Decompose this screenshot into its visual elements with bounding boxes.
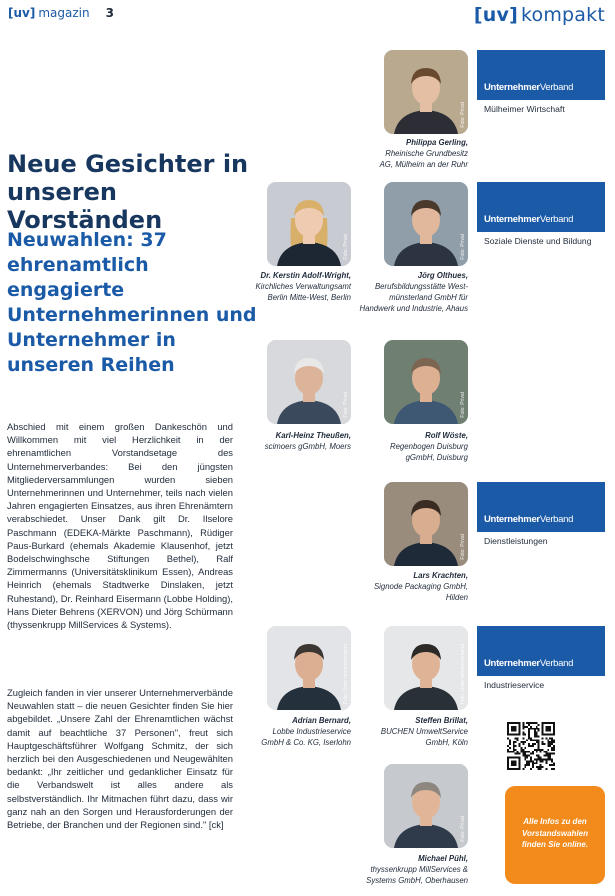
person-organization: Hilden (445, 593, 468, 602)
article-paragraph-1: Abschied mit einem großen Dankeschön und Willkommen mit viel Herzlichkeit in der ehrenamtlichen Vorstandsetage des Unternehmerverbandes: Bei den jüngsten Mitgliederversammlungen wurden sieben Unternehmerinnen und Unternehmer, teils nach vielen Jahren engagierten Einsatzes, aus ihren Ehrenämtern verabschiedet. Unser Dank gilt Dr. Ilselore Paschmann (EDEKA-Märkte Paschmann), Rüdiger Paus-Burkard (ehemals Akademie Klausenhof, jetzt Bodelschwinghsche Stiftungen Bethel), Ralf Zimmermanns (Universitätsklinikum Essen), Andreas Heinrich (ehemals Stadtwerke Dinslaken, jetzt Ruhestand), Dr. Reinhard Eisermann (Lobbe Holding), Hans Dieter Behrens (XERVON) und Jörg Schürmann (thyssenkrupp MillServices & Systems). (7, 421, 233, 631)
person-organization: thyssenkrupp MillServices & (370, 865, 468, 874)
portrait-icon (384, 50, 468, 134)
person-photo (267, 340, 351, 424)
person-photo (384, 50, 468, 134)
person-organization: Kirchliches Verwaltungsamt (255, 282, 351, 291)
association-name: Industrieservice (484, 680, 545, 690)
person-caption (318, 853, 468, 886)
photo-credit: Foto: Privat (343, 392, 349, 418)
person-organization: Lobbe Industrieservice (272, 727, 351, 736)
portrait-icon (267, 626, 351, 710)
photo-credit: Foto: Privat (460, 534, 466, 560)
association-name: Dienstleistungen (484, 536, 548, 546)
section-header (474, 4, 605, 26)
photo-credit: Foto: Privat (460, 102, 466, 128)
portrait-icon (267, 340, 351, 424)
person-caption (318, 270, 468, 314)
brand-kompakt-label: kompakt (520, 4, 605, 26)
person-name: Karl-Heinz Theußen, (275, 431, 351, 440)
person-organization: münsterland GmbH für (389, 293, 468, 302)
person-organization: BUCHEN UmweltService (380, 727, 468, 736)
portrait-icon (384, 764, 468, 848)
person-caption (318, 430, 468, 463)
person-name: Rolf Wöste, (425, 431, 468, 440)
brand-magazin-label: magazin (38, 6, 90, 20)
unternehmerverband-logo: UnternehmerVerband (484, 658, 574, 669)
qr-code-icon[interactable] (507, 722, 555, 770)
person-organization: GmbH, Köln (425, 738, 468, 747)
photo-credit: Foto: Unternehmerverband (460, 643, 466, 704)
photo-credit: Foto: Unternehmerverband (343, 643, 349, 704)
person-photo (384, 340, 468, 424)
person-name: Dr. Kerstin Adolf-Wright, (260, 271, 351, 280)
person-name: Steffen Brillat, (415, 716, 468, 725)
person-caption (318, 137, 468, 170)
person-name: Lars Krachten, (413, 571, 468, 580)
person-caption (318, 715, 468, 748)
person-photo (384, 626, 468, 710)
online-info-text: Alle Infos zu den Vorstandswahlen finden Sie online. (521, 817, 589, 849)
unternehmerverband-logo: UnternehmerVerband (484, 514, 574, 525)
article-paragraph-2: Zugleich fanden in vier unserer Unternehmerverbände Neuwahlen statt – die neuen Gesichter finden Sie hier abgebildet. „Unsere Zahl der Ehrenamtlichen wächst damit auf beachtliche 37 Personen", freut sich Hauptgeschäftsführer Wolfgang Schmitz, der sich herzlich bei den Ausgeschiedenen und Neugewählten bedankt: „Ihr zeitlicher und gedanklicher Einsatz für die Verbandswelt ist alles andere als selbstverständlich. Ihr Mitmachen führt dazu, dass wir ganz nah an den Sorgen und Herausforderungen der Betriebe, der Branchen und der Regionen sind." [ck] (7, 687, 233, 831)
person-name: Adrian Bernard, (292, 716, 351, 725)
person-organization: Signode Packaging GmbH, (373, 582, 468, 591)
photo-credit: Foto: Privat (343, 234, 349, 260)
association-name: Mülheimer Wirtschaft (484, 104, 565, 114)
person-photo (267, 626, 351, 710)
photo-credit: Foto: Privat (460, 234, 466, 260)
article-headline: Neue Gesichter in unseren Vorständen (7, 150, 249, 234)
brand-uv-left: [uv] (8, 6, 36, 20)
online-info-box[interactable] (505, 786, 605, 884)
portrait-icon (384, 482, 468, 566)
page-number: 3 (105, 6, 114, 20)
association-logo-box (477, 482, 605, 532)
person-photo (384, 482, 468, 566)
person-caption (318, 570, 468, 603)
association-logo-box (477, 50, 605, 100)
portrait-icon (384, 182, 468, 266)
person-organization: Regenbogen Duisburg (389, 442, 468, 451)
person-organization: Berlin Mitte-West, Berlin (267, 293, 351, 302)
person-name: Philippa Gerling, (406, 138, 468, 147)
person-organization: AG, Mülheim an der Ruhr (379, 160, 468, 169)
magazine-header (8, 6, 114, 20)
photo-credit: Foto: Privat (460, 816, 466, 842)
person-photo (384, 182, 468, 266)
photo-credit: Foto: Privat (460, 392, 466, 418)
portrait-icon (267, 182, 351, 266)
person-organization: Systems GmbH, Oberhausen (366, 876, 468, 885)
person-organization: scimoers gGmbH, Moers (264, 442, 351, 451)
person-photo (267, 182, 351, 266)
person-organization: gGmbH, Duisburg (405, 453, 468, 462)
person-photo (384, 764, 468, 848)
unternehmerverband-logo: UnternehmerVerband (484, 82, 574, 93)
brand-uv-right: [uv] (473, 4, 518, 26)
person-organization: GmbH & Co. KG, Iserlohn (261, 738, 351, 747)
association-logo-box (477, 182, 605, 232)
person-organization: Handwerk und Industrie, Ahaus (359, 304, 468, 313)
person-name: Michael Pühl, (418, 854, 468, 863)
association-logo-box (477, 626, 605, 676)
article-subhead: Neuwahlen: 37 ehrenamtlich engagierte Unternehmerinnen und Unternehmer in unseren Reihen (7, 229, 257, 376)
portrait-icon (384, 340, 468, 424)
unternehmerverband-logo: UnternehmerVerband (484, 214, 574, 225)
person-organization: Berufsbildungsstätte West- (374, 282, 468, 291)
portrait-icon (384, 626, 468, 710)
person-name: Jörg Olthues, (417, 271, 468, 280)
person-organization: Rheinische Grundbesitz (385, 149, 468, 158)
association-name: Soziale Dienste und Bildung (484, 236, 592, 246)
